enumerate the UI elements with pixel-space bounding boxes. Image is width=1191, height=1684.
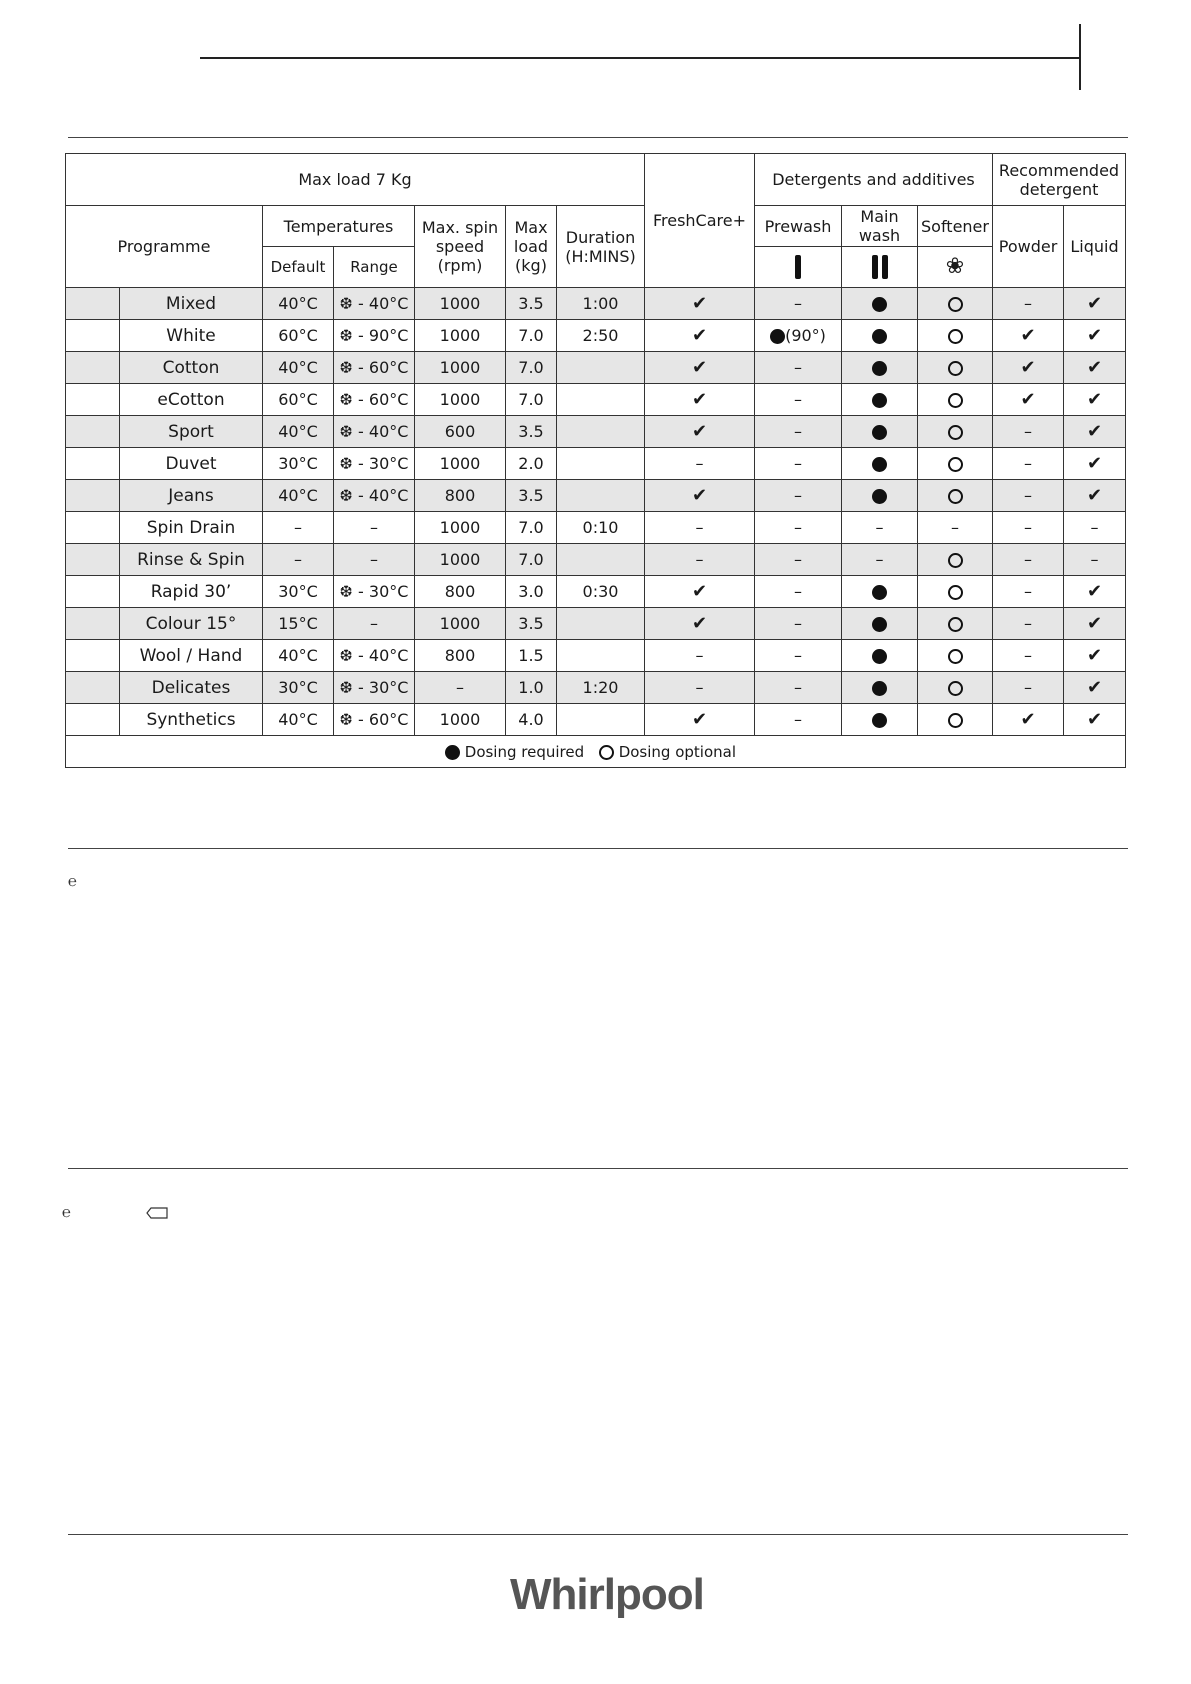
duration: 1:00 (557, 288, 645, 320)
freshcare-cell (645, 608, 755, 640)
temp-range: – (334, 608, 415, 640)
default-temp: 40°C (263, 288, 334, 320)
dosing-required-icon (872, 329, 887, 344)
spin-speed: 1000 (415, 608, 506, 640)
prewash-cell: – (755, 480, 842, 512)
softener-cell (918, 640, 993, 672)
main-wash-cell: – (842, 544, 918, 576)
check-icon: ✔ (1020, 357, 1036, 378)
prewash-icon (755, 247, 842, 288)
programme-icon-cell (66, 640, 120, 672)
max-load: 3.5 (506, 608, 557, 640)
range-temp-header: Range (334, 247, 415, 288)
dosing-optional-icon (948, 297, 963, 312)
duration: 2:50 (557, 320, 645, 352)
default-temp: 40°C (263, 416, 334, 448)
check-icon: ✔ (691, 709, 708, 730)
freshcare-cell (645, 320, 755, 352)
duration (557, 640, 645, 672)
estimated-sign-icon-2: ℮ (62, 1203, 72, 1221)
max-load: 1.5 (506, 640, 557, 672)
programme-icon-cell (66, 704, 120, 736)
liquid-cell (1064, 288, 1126, 320)
dosing-optional-icon (948, 681, 963, 696)
check-icon: ✔ (691, 325, 708, 346)
powder-cell (993, 352, 1064, 384)
estimated-sign-icon: ℮ (68, 872, 78, 890)
powder-cell (993, 704, 1064, 736)
programme-icon-cell (66, 576, 120, 608)
dosing-required-icon (872, 457, 887, 472)
programme-icon-cell (66, 544, 120, 576)
check-icon: ✔ (691, 421, 708, 442)
spin-speed: 800 (415, 480, 506, 512)
top-right-vertical-rule (1079, 24, 1081, 90)
temp-range: – (334, 544, 415, 576)
powder-cell: – (993, 608, 1064, 640)
temp-range: – (334, 512, 415, 544)
duration: 0:30 (557, 576, 645, 608)
powder-cell: – (993, 576, 1064, 608)
table-row (66, 480, 1126, 512)
default-temp: 40°C (263, 480, 334, 512)
dosing-optional-icon (948, 553, 963, 568)
programme-name: Duvet (120, 448, 263, 480)
liquid-cell (1064, 352, 1126, 384)
powder-cell: – (993, 416, 1064, 448)
programme-icon-cell (66, 480, 120, 512)
check-icon: ✔ (1086, 421, 1103, 442)
programme-icon-cell (66, 416, 120, 448)
prewash-cell: – (755, 352, 842, 384)
dosing-optional-icon (948, 393, 963, 408)
main-wash-cell (842, 608, 918, 640)
temp-range: ❆ - 30°C (334, 576, 415, 608)
programme-rows (66, 288, 1126, 736)
temp-range: ❆ - 40°C (334, 640, 415, 672)
legend-dosing-required: Dosing required (464, 742, 585, 761)
liquid-cell: – (1064, 512, 1126, 544)
softener-cell (918, 672, 993, 704)
dosing-optional-icon (948, 425, 963, 440)
duration (557, 480, 645, 512)
spin-speed-header: Max. spin speed (rpm) (415, 206, 506, 288)
table-row (66, 704, 1126, 736)
programme-name: Sport (120, 416, 263, 448)
temp-range: ❆ - 30°C (334, 448, 415, 480)
max-load-header: Max load 7 Kg (66, 154, 645, 206)
liquid-cell (1064, 416, 1126, 448)
softener-cell (918, 320, 993, 352)
temp-range: ❆ - 40°C (334, 480, 415, 512)
softener-cell (918, 576, 993, 608)
liquid-cell (1064, 640, 1126, 672)
table-top-rule (68, 137, 1128, 138)
programme-table (65, 153, 1126, 768)
dosing-required-icon (872, 617, 887, 632)
powder-cell (993, 320, 1064, 352)
table-row (66, 320, 1126, 352)
dosing-optional-icon (948, 617, 963, 632)
spin-speed: 1000 (415, 288, 506, 320)
check-icon: ✔ (1020, 325, 1036, 346)
softener-cell (918, 608, 993, 640)
main-wash-cell (842, 384, 918, 416)
main-wash-cell (842, 576, 918, 608)
legend (66, 736, 1126, 768)
softener-cell (918, 352, 993, 384)
programme-icon-cell (66, 288, 120, 320)
temp-range: ❆ - 40°C (334, 416, 415, 448)
softener-cell (918, 416, 993, 448)
check-icon: ✔ (1086, 357, 1103, 378)
check-icon: ✔ (691, 389, 708, 410)
dosing-required-icon (872, 681, 887, 696)
default-temp: – (263, 544, 334, 576)
powder-cell: – (993, 448, 1064, 480)
duration (557, 352, 645, 384)
liquid-cell (1064, 384, 1126, 416)
main-wash-cell (842, 480, 918, 512)
dosing-required-icon (770, 329, 785, 344)
max-load: 7.0 (506, 320, 557, 352)
programme-icon-cell (66, 384, 120, 416)
default-temp: 60°C (263, 320, 334, 352)
dosing-required-icon (872, 585, 887, 600)
freshcare-header: FreshCare+ (645, 154, 755, 288)
main-wash-header: Main wash (842, 206, 918, 247)
section-rule-2 (68, 1168, 1128, 1169)
programme-icon-cell (66, 512, 120, 544)
dosing-required-icon (872, 489, 887, 504)
softener-header: Softener (918, 206, 993, 247)
freshcare-cell: – (645, 640, 755, 672)
check-icon: ✔ (1086, 293, 1103, 314)
max-load: 4.0 (506, 704, 557, 736)
programme-icon-cell (66, 448, 120, 480)
programme-name: White (120, 320, 263, 352)
check-icon: ✔ (1086, 485, 1103, 506)
programme-icon-cell (66, 672, 120, 704)
default-temp: 30°C (263, 672, 334, 704)
default-temp: 40°C (263, 640, 334, 672)
programme-icon-cell (66, 608, 120, 640)
duration (557, 384, 645, 416)
programme-icon-cell (66, 352, 120, 384)
table-row (66, 352, 1126, 384)
dosing-required-icon (872, 393, 887, 408)
max-load: 3.0 (506, 576, 557, 608)
liquid-cell (1064, 448, 1126, 480)
softener-cell (918, 544, 993, 576)
check-icon: ✔ (691, 581, 708, 602)
temp-range: ❆ - 40°C (334, 288, 415, 320)
recommended-detergent-header: Recommended detergent (993, 154, 1126, 206)
programme-name: Colour 15° (120, 608, 263, 640)
table-row (66, 288, 1126, 320)
dosing-optional-icon (948, 457, 963, 472)
check-icon: ✔ (1086, 581, 1103, 602)
section-rule-1 (68, 848, 1128, 849)
dosing-optional-icon (948, 649, 963, 664)
powder-cell: – (993, 288, 1064, 320)
prewash-cell: – (755, 608, 842, 640)
duration-header: Duration (H:MINS) (557, 206, 645, 288)
check-icon: ✔ (1086, 325, 1103, 346)
liquid-cell (1064, 704, 1126, 736)
softener-cell (918, 288, 993, 320)
max-load: 7.0 (506, 544, 557, 576)
liquid-cell (1064, 480, 1126, 512)
dosing-required-icon (872, 649, 887, 664)
default-temp-header: Default (263, 247, 334, 288)
prewash-cell: – (755, 416, 842, 448)
freshcare-cell (645, 288, 755, 320)
freshcare-cell (645, 384, 755, 416)
prewash-cell: – (755, 704, 842, 736)
check-icon: ✔ (691, 485, 708, 506)
spin-speed: 1000 (415, 512, 506, 544)
legend-dosing-optional: Dosing optional (618, 742, 736, 761)
table-row (66, 384, 1126, 416)
max-load: 1.0 (506, 672, 557, 704)
dosing-optional-icon (948, 585, 963, 600)
temperatures-header: Temperatures (263, 206, 415, 247)
softener-cell (918, 384, 993, 416)
table-row (66, 512, 1126, 544)
temp-range: ❆ - 60°C (334, 704, 415, 736)
default-temp: – (263, 512, 334, 544)
duration (557, 608, 645, 640)
main-wash-cell (842, 640, 918, 672)
dosing-optional-icon (948, 489, 963, 504)
duration (557, 448, 645, 480)
default-temp: 40°C (263, 704, 334, 736)
duration: 0:10 (557, 512, 645, 544)
spin-speed: 1000 (415, 352, 506, 384)
duration (557, 544, 645, 576)
main-wash-cell (842, 416, 918, 448)
main-wash-cell (842, 704, 918, 736)
programme-name: Rapid 30’ (120, 576, 263, 608)
main-wash-cell (842, 352, 918, 384)
main-wash-cell (842, 320, 918, 352)
prewash-temp: (90°) (785, 326, 826, 345)
freshcare-cell: – (645, 448, 755, 480)
spin-speed: 1000 (415, 544, 506, 576)
check-icon: ✔ (1086, 613, 1103, 634)
max-load: 7.0 (506, 512, 557, 544)
spin-speed: 600 (415, 416, 506, 448)
max-load: 3.5 (506, 416, 557, 448)
softener-flower-icon: ❀ (918, 247, 993, 288)
check-icon: ✔ (691, 357, 708, 378)
freshcare-cell: – (645, 672, 755, 704)
dosing-optional-icon (948, 329, 963, 344)
dosing-optional-icon (948, 713, 963, 728)
default-temp: 15°C (263, 608, 334, 640)
duration: 1:20 (557, 672, 645, 704)
check-icon: ✔ (1086, 677, 1103, 698)
max-load: 7.0 (506, 352, 557, 384)
powder-cell: – (993, 640, 1064, 672)
table-row (66, 416, 1126, 448)
footer-rule (68, 1534, 1128, 1535)
softener-cell (918, 480, 993, 512)
check-icon: ✔ (691, 613, 708, 634)
powder-cell: – (993, 672, 1064, 704)
programme-name: Rinse & Spin (120, 544, 263, 576)
spin-speed: 1000 (415, 448, 506, 480)
main-wash-cell (842, 672, 918, 704)
temp-range: ❆ - 30°C (334, 672, 415, 704)
spin-speed: 800 (415, 576, 506, 608)
tag-icon (145, 1206, 169, 1220)
liquid-cell (1064, 320, 1126, 352)
softener-cell (918, 704, 993, 736)
default-temp: 30°C (263, 448, 334, 480)
main-wash-cell (842, 448, 918, 480)
prewash-cell: – (755, 448, 842, 480)
table-row (66, 640, 1126, 672)
dosing-required-icon (445, 745, 460, 760)
duration (557, 416, 645, 448)
check-icon: ✔ (1086, 709, 1103, 730)
programme-name: Jeans (120, 480, 263, 512)
prewash-header: Prewash (755, 206, 842, 247)
check-icon: ✔ (1086, 453, 1103, 474)
check-icon: ✔ (691, 293, 708, 314)
check-icon: ✔ (1086, 389, 1103, 410)
spin-speed: 800 (415, 640, 506, 672)
softener-cell: – (918, 512, 993, 544)
freshcare-cell (645, 416, 755, 448)
liquid-cell (1064, 608, 1126, 640)
programme-name: Wool / Hand (120, 640, 263, 672)
powder-header: Powder (993, 206, 1064, 288)
prewash-cell: – (755, 288, 842, 320)
programme-name: eCotton (120, 384, 263, 416)
default-temp: 40°C (263, 352, 334, 384)
spin-speed: – (415, 672, 506, 704)
prewash-cell: – (755, 384, 842, 416)
max-load: 3.5 (506, 288, 557, 320)
dosing-required-icon (872, 713, 887, 728)
temp-range: ❆ - 60°C (334, 352, 415, 384)
top-rule (200, 57, 1080, 59)
max-load: 2.0 (506, 448, 557, 480)
powder-cell: – (993, 544, 1064, 576)
check-icon: ✔ (1086, 645, 1103, 666)
liquid-cell: – (1064, 544, 1126, 576)
powder-cell (993, 384, 1064, 416)
dosing-required-icon (872, 425, 887, 440)
temp-range: ❆ - 60°C (334, 384, 415, 416)
main-wash-cell: – (842, 512, 918, 544)
table-row (66, 544, 1126, 576)
programme-header: Programme (66, 206, 263, 288)
dosing-required-icon (872, 297, 887, 312)
freshcare-cell: – (645, 512, 755, 544)
programme-icon-cell (66, 320, 120, 352)
table-row (66, 672, 1126, 704)
spin-speed: 1000 (415, 704, 506, 736)
dosing-optional-icon (948, 361, 963, 376)
table-row (66, 608, 1126, 640)
programme-name: Cotton (120, 352, 263, 384)
main-wash-cell (842, 288, 918, 320)
freshcare-cell (645, 576, 755, 608)
check-icon: ✔ (1020, 709, 1036, 730)
max-load: 7.0 (506, 384, 557, 416)
freshcare-cell (645, 704, 755, 736)
programme-name: Delicates (120, 672, 263, 704)
dosing-optional-icon (599, 745, 614, 760)
dosing-required-icon (872, 361, 887, 376)
liquid-cell (1064, 672, 1126, 704)
spin-speed: 1000 (415, 384, 506, 416)
freshcare-cell (645, 352, 755, 384)
freshcare-cell: – (645, 544, 755, 576)
default-temp: 60°C (263, 384, 334, 416)
detergents-header: Detergents and additives (755, 154, 993, 206)
default-temp: 30°C (263, 576, 334, 608)
prewash-cell (755, 320, 842, 352)
prewash-cell: – (755, 544, 842, 576)
table-row (66, 448, 1126, 480)
main-wash-icon (842, 247, 918, 288)
spin-speed: 1000 (415, 320, 506, 352)
prewash-cell: – (755, 640, 842, 672)
liquid-cell (1064, 576, 1126, 608)
liquid-header: Liquid (1064, 206, 1126, 288)
programme-name: Mixed (120, 288, 263, 320)
whirlpool-logo: Whirlpool (510, 1570, 704, 1619)
powder-cell: – (993, 480, 1064, 512)
max-load: 3.5 (506, 480, 557, 512)
temp-range: ❆ - 90°C (334, 320, 415, 352)
prewash-cell: – (755, 512, 842, 544)
max-load-kg-header: Max load (kg) (506, 206, 557, 288)
check-icon: ✔ (1020, 389, 1036, 410)
freshcare-cell (645, 480, 755, 512)
programme-name: Spin Drain (120, 512, 263, 544)
programme-name: Synthetics (120, 704, 263, 736)
prewash-cell: – (755, 672, 842, 704)
powder-cell: – (993, 512, 1064, 544)
prewash-cell: – (755, 576, 842, 608)
duration (557, 704, 645, 736)
softener-cell (918, 448, 993, 480)
table-row (66, 576, 1126, 608)
